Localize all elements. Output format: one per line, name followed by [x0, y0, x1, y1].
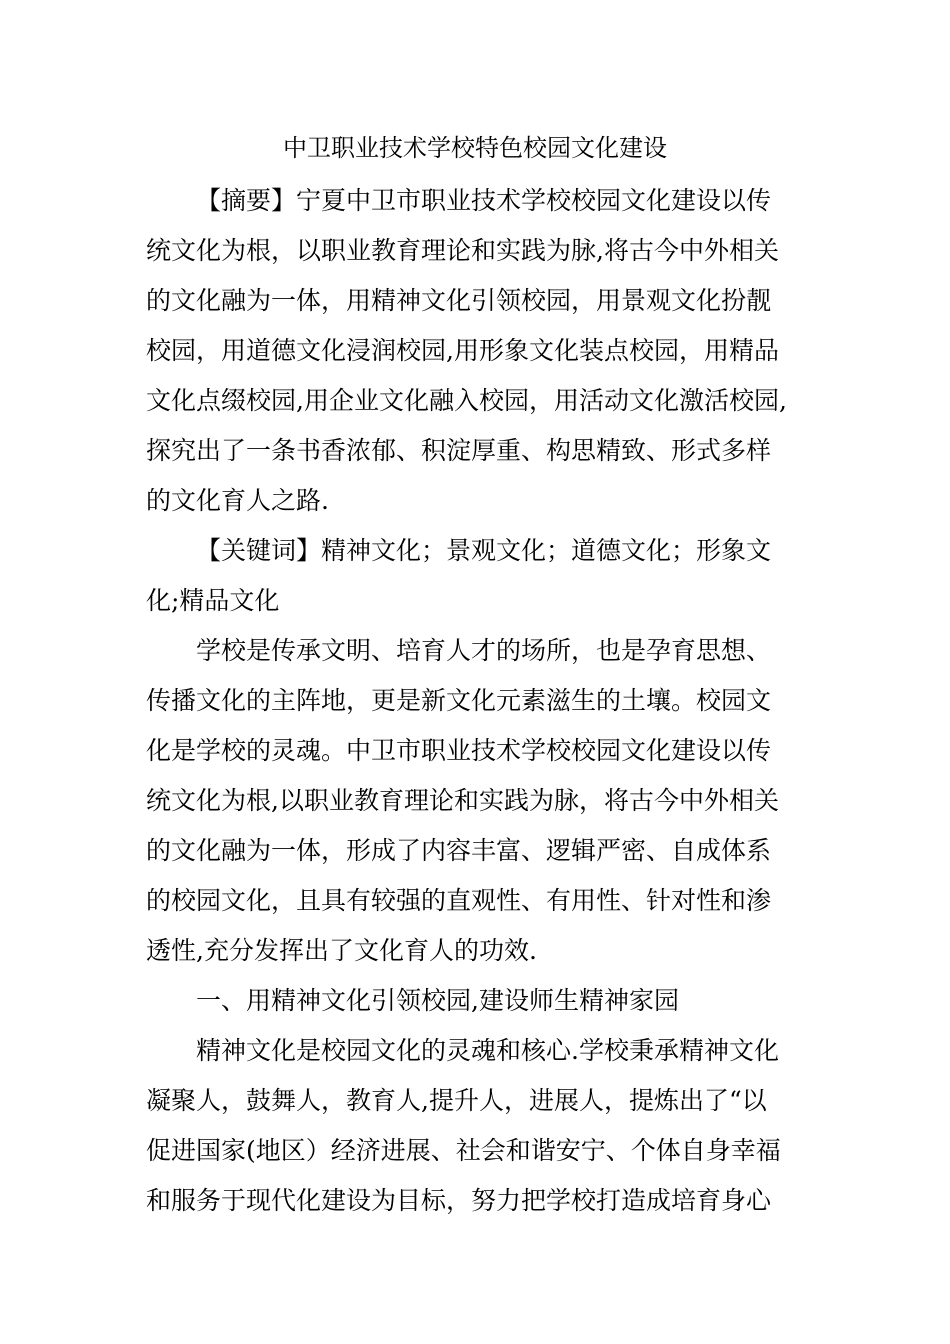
body-paragraph-2-line-1: 精神文化是校园文化的灵魂和核心.学校秉承精神文化	[196, 1036, 779, 1065]
abstract-line-6: 探究出了一条书香浓郁、积淀厚重、构思精致、形式多样	[146, 436, 772, 465]
abstract-line-1: 【摘要】宁夏中卫市职业技术学校校园文化建设以传	[196, 186, 772, 215]
body-paragraph-1-line-7: 透性,充分发挥出了文化育人的功效.	[146, 936, 537, 965]
abstract-line-3: 的文化融为一体，用精神文化引领校园，用景观文化扮靓	[146, 286, 772, 315]
keywords-line-2: 化;精品文化	[146, 586, 280, 615]
document-title: 中卫职业技术学校特色校园文化建设	[283, 134, 667, 162]
body-paragraph-1-line-1: 学校是传承文明、培育人才的场所，也是孕育思想、	[196, 636, 772, 665]
body-paragraph-2-line-4: 和服务于现代化建设为目标，努力把学校打造成培育身心	[146, 1186, 772, 1215]
abstract-line-7: 的文化育人之路.	[146, 486, 329, 515]
abstract-line-4: 校园，用道德文化浸润校园,用形象文化装点校园，用精品	[146, 336, 779, 365]
body-paragraph-2-line-2: 凝聚人，鼓舞人，教育人,提升人，进展人，提炼出了“以	[146, 1086, 767, 1115]
section-heading-1: 一、用精神文化引领校园,建设师生精神家园	[196, 986, 679, 1015]
body-paragraph-2-line-3: 促进国家(地区）经济进展、社会和谐安宁、个体自身幸福	[146, 1136, 781, 1165]
keywords-line-1: 【关键词】精神文化；景观文化；道德文化；形象文	[196, 536, 772, 565]
body-paragraph-1-line-6: 的校园文化，且具有较强的直观性、有用性、针对性和渗	[146, 886, 772, 915]
abstract-line-5: 文化点缀校园,用企业文化融入校园，用活动文化激活校园,	[146, 386, 787, 415]
body-paragraph-1-line-2: 传播文化的主阵地，更是新文化元素滋生的土壤。校园文	[146, 686, 772, 715]
abstract-line-2: 统文化为根，以职业教育理论和实践为脉,将古今中外相关	[146, 236, 779, 265]
body-paragraph-1-line-4: 统文化为根,以职业教育理论和实践为脉，将古今中外相关	[146, 786, 779, 815]
body-paragraph-1-line-5: 的文化融为一体，形成了内容丰富、逻辑严密、自成体系	[146, 836, 772, 865]
body-paragraph-1-line-3: 化是学校的灵魂。中卫市职业技术学校校园文化建设以传	[146, 736, 772, 765]
